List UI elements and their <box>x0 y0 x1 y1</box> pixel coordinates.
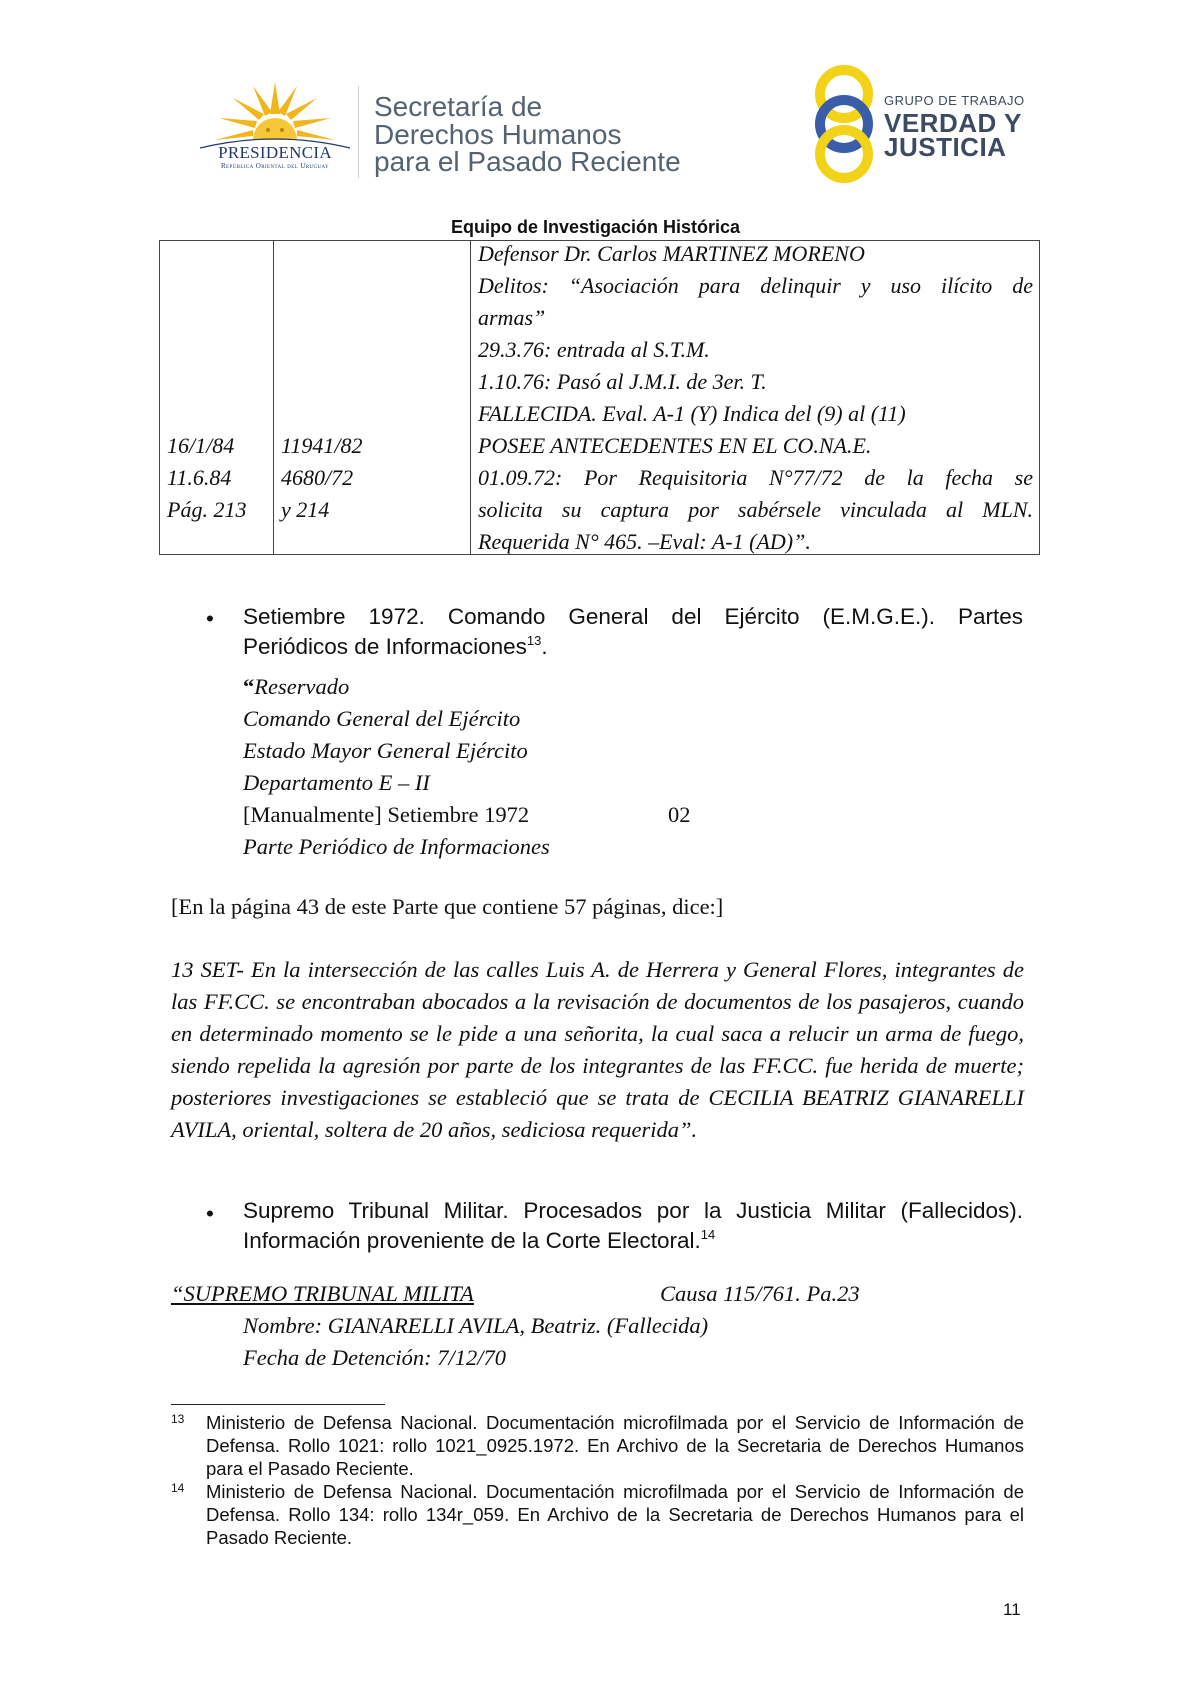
table-cell: armas” <box>478 305 546 330</box>
secretaria-line-1: Secretaría de <box>374 91 543 122</box>
footnote-number: 13 <box>171 1412 185 1426</box>
page-number: 11 <box>1003 1600 1021 1619</box>
table-cell: 29.3.76: entrada al S.T.M. <box>478 337 710 362</box>
quote-line-2: Comando General del Ejército <box>243 706 521 731</box>
section2-line1: Supremo Tribunal Militar. Procesados por la Justicia Militar (Fallecidos). <box>243 1198 1023 1223</box>
stm-causa: Causa 115/761. Pa.23 <box>660 1281 860 1306</box>
stm-fecha: Fecha de Detención: 7/12/70 <box>243 1345 507 1370</box>
quote-line-6: Parte Periódico de Informaciones <box>243 834 550 859</box>
team-heading: Equipo de Investigación Histórica <box>450 217 741 237</box>
grupo-trabajo-verdad: VERDAD Y <box>884 108 1022 138</box>
narrative-paragraph: 13 SET- En la intersección de las calles Luis A. de Herrera y General Flores, integrantes de las FF.CC. se encontraban abocados a la revisación de documentos de los pasajeros, cuando en determinado momento se le pide a una señorita, la cual saca a relucir un arma de fuego, siendo repelida la agresión por parte de los integrantes de las FF.CC. fue herida de muerte; posteriores investigaciones se estableció que se trata de CECILIA BEATRIZ GIANARELLI AVILA, oriental, soltera de 20 años, sediciosa requerida”. <box>171 957 1024 1142</box>
bracket-note: [En la página 43 de este Parte que contiene 57 páginas, dice:] <box>171 894 724 919</box>
table-col1 <box>167 430 246 526</box>
table-col2 <box>281 430 362 526</box>
section1-line2-wrap <box>243 632 1023 662</box>
quote-l5: [Manualmente] Setiembre 1972 <box>243 802 530 827</box>
quote-block <box>243 671 691 863</box>
table-cell: 4680/72 <box>281 465 354 490</box>
presidencia-subtitle: República Oriental del Uruguay <box>220 162 330 170</box>
section1-heading <box>243 602 1023 662</box>
table-cell: 11941/82 <box>281 433 363 458</box>
quote-line-1 <box>243 671 550 703</box>
table-divider-2 <box>470 240 471 555</box>
table-cell: Defensor Dr. Carlos MARTINEZ MORENO <box>478 241 865 266</box>
presidencia-label: PRESIDENCIA <box>218 143 332 162</box>
section1-line2: Periódicos de Informaciones <box>243 634 527 659</box>
quote-open: “ <box>243 674 255 699</box>
header-divider <box>358 86 359 178</box>
secretaria-line-3: para el Pasado Reciente <box>374 146 681 177</box>
footnote-separator <box>171 1404 385 1405</box>
grupo-trabajo-justicia: JUSTICIA <box>884 132 1007 162</box>
bullet-icon: • <box>206 1201 214 1226</box>
quote-line-4: Departamento E – II <box>243 770 430 795</box>
table-cell: 1.10.76: Pasó al J.M.I. de 3er. T. <box>478 369 767 394</box>
grupo-trabajo-small: GRUPO DE TRABAJO <box>884 93 1025 108</box>
table-cell: POSEE ANTECEDENTES EN EL CO.NA.E. <box>478 433 872 458</box>
table-cell: Pág. 213 <box>167 497 247 522</box>
footnote-text: Ministerio de Defensa Nacional. Documentación microfilmada por el Servicio de Información de Defensa. Rollo 1021: rollo 1021_0925.1972. En Archivo de la Secretaria de Derechos Humanos para el Pasado Reciente. <box>206 1412 1024 1479</box>
footnote-text: Ministerio de Defensa Nacional. Documentación microfilmada por el Servicio de Información de Defensa. Rollo 134: rollo 134r_059. En Archivo de la Secretaria de Derechos Humanos para el Pasado Reciente. <box>206 1481 1024 1548</box>
stm-nombre: Nombre: GIANARELLI AVILA, Beatriz. (Fallecida) <box>243 1313 709 1338</box>
table-cell: 01.09.72: Por Requisitoria N°77/72 de la fecha se <box>478 465 1033 490</box>
quote-l5-number: 02 <box>668 802 691 827</box>
table-col3 <box>478 238 1033 558</box>
footnote-ref-13[interactable]: 13 <box>526 633 542 648</box>
stm-title: “SUPREMO TRIBUNAL MILITA <box>171 1281 474 1306</box>
footnote-number: 14 <box>171 1481 185 1495</box>
table-cell: 16/1/84 <box>167 433 235 458</box>
table-cell: solicita su captura por sabérsele vinculada al MLN. <box>478 497 1033 522</box>
section1-line1: Setiembre 1972. Comando General del Ejército (E.M.G.E.). Partes <box>243 604 1023 629</box>
section1-end: . <box>541 634 548 659</box>
section2-line2-wrap <box>243 1226 1023 1256</box>
quote-line-3: Estado Mayor General Ejército <box>243 738 528 763</box>
quote-line-5 <box>243 799 691 831</box>
table-cell: Delitos: “Asociación para delinquir y uso ilícito de <box>478 273 1033 298</box>
quote-l1: Reservado <box>254 674 350 699</box>
section2-line2: Información proveniente de la Corte Electoral. <box>243 1228 701 1253</box>
footnote-ref-14[interactable]: 14 <box>700 1227 716 1242</box>
bullet-icon: • <box>206 606 214 631</box>
table-cell: 11.6.84 <box>167 465 232 490</box>
section2-heading <box>243 1196 1023 1256</box>
table-cell: FALLECIDA. Eval. A-1 (Y) Indica del (9) al (11) <box>478 401 906 426</box>
table-cell: y 214 <box>281 497 330 522</box>
secretaria-line-2: Derechos Humanos <box>374 119 622 150</box>
table-cell: Requerida N° 465. –Eval: A-1 (AD)”. <box>478 529 811 554</box>
table-divider-1 <box>273 240 274 555</box>
